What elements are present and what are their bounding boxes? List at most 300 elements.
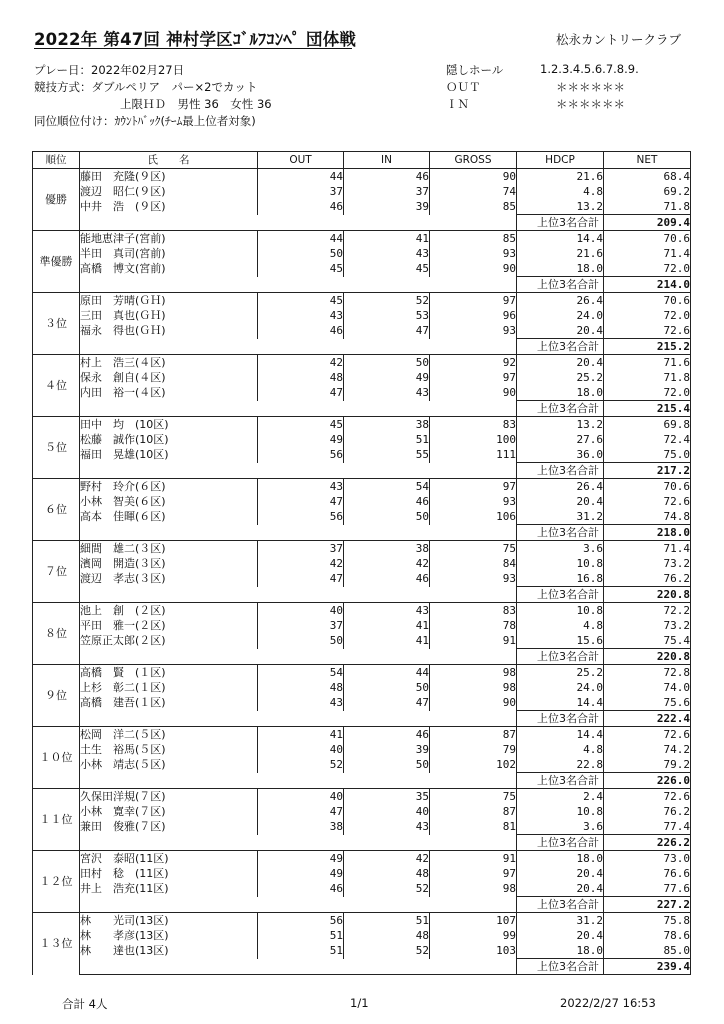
- score-in: 43: [344, 603, 430, 619]
- score-net: 72.6: [604, 727, 691, 743]
- score-hdcp: 2.4: [517, 789, 604, 805]
- score-hdcp: 10.8: [517, 603, 604, 619]
- score-out: 49: [258, 432, 344, 447]
- top3-total-value: 220.8: [604, 587, 691, 603]
- score-gross: 75: [430, 541, 517, 557]
- score-out: 45: [258, 417, 344, 433]
- player-name: 高橋 建吾(１区): [80, 695, 258, 711]
- score-net: 75.4: [604, 633, 691, 649]
- score-gross: 96: [430, 308, 517, 323]
- team-rank: １１位: [33, 789, 80, 851]
- hidden-holes-label: 隠しホール: [446, 63, 504, 77]
- table-row: [33, 246, 691, 261]
- player-name: 土生 裕馬(５区): [80, 742, 258, 757]
- score-hdcp: 26.4: [517, 293, 604, 309]
- table-row: [33, 432, 691, 447]
- top3-total-value: 227.2: [604, 897, 691, 913]
- table-row: [33, 804, 691, 819]
- score-net: 69.8: [604, 417, 691, 433]
- player-name: 兼田 俊雅(７区): [80, 819, 258, 835]
- score-hdcp: 31.2: [517, 509, 604, 525]
- score-gross: 85: [430, 231, 517, 247]
- score-gross: 111: [430, 447, 517, 463]
- table-row: [33, 308, 691, 323]
- table-row: [33, 571, 691, 587]
- table-row: [33, 370, 691, 385]
- score-in: 50: [344, 509, 430, 525]
- table-row: [33, 355, 691, 371]
- footer-datetime: 2022/2/27 16:53: [560, 996, 656, 1010]
- score-hdcp: 13.2: [517, 417, 604, 433]
- score-gross: 81: [430, 819, 517, 835]
- player-name: 松藤 誠作(10区): [80, 432, 258, 447]
- player-name: 平田 雅一(２区): [80, 618, 258, 633]
- total-spacer: [80, 463, 517, 479]
- player-name: 松岡 洋二(５区): [80, 727, 258, 743]
- score-in: 39: [344, 199, 430, 215]
- table-row: [33, 757, 691, 773]
- score-gross: 93: [430, 246, 517, 261]
- score-net: 76.6: [604, 866, 691, 881]
- score-out: 50: [258, 633, 344, 649]
- score-in: 37: [344, 184, 430, 199]
- score-in: 48: [344, 866, 430, 881]
- tiebreak-rule: 同位順位付け：ｶｳﾝﾄﾊﾞｯｸ(ﾁｰﾑ最上位者対象): [34, 114, 256, 128]
- player-name: 井上 浩充(11区): [80, 881, 258, 897]
- handicap-limit: 上限ＨＤ 男性 36 女性 36: [120, 97, 272, 111]
- score-in: 53: [344, 308, 430, 323]
- score-net: 76.2: [604, 804, 691, 819]
- score-out: 37: [258, 618, 344, 633]
- score-out: 56: [258, 509, 344, 525]
- score-in: 35: [344, 789, 430, 805]
- col-net: NET: [604, 152, 691, 169]
- table-row: [33, 866, 691, 881]
- player-name: 高本 佳暉(６区): [80, 509, 258, 525]
- score-out: 47: [258, 804, 344, 819]
- score-gross: 107: [430, 913, 517, 929]
- team-total-row: [33, 773, 691, 789]
- score-out: 43: [258, 695, 344, 711]
- player-name: 原田 芳晴(ＧＨ): [80, 293, 258, 309]
- table-row: [33, 727, 691, 743]
- score-in: 48: [344, 928, 430, 943]
- team-rank: １３位: [33, 913, 80, 975]
- score-in: 54: [344, 479, 430, 495]
- total-spacer: [80, 339, 517, 355]
- score-net: 71.6: [604, 355, 691, 371]
- score-hdcp: 24.0: [517, 308, 604, 323]
- player-name: 内田 裕一(４区): [80, 385, 258, 401]
- score-gross: 103: [430, 943, 517, 959]
- score-hdcp: 20.4: [517, 323, 604, 339]
- play-date: プレー日：2022年02月27日: [34, 63, 185, 77]
- top3-total-value: 214.0: [604, 277, 691, 293]
- team-rank: ８位: [33, 603, 80, 665]
- team-rank: 準優勝: [33, 231, 80, 293]
- team-rank: １０位: [33, 727, 80, 789]
- competition-method: 競技方式：ダブルペリア パー×2でカット: [34, 80, 258, 94]
- score-in: 42: [344, 556, 430, 571]
- score-gross: 93: [430, 571, 517, 587]
- title-underline: [34, 48, 352, 49]
- score-net: 79.2: [604, 757, 691, 773]
- score-in: 50: [344, 757, 430, 773]
- score-net: 72.0: [604, 385, 691, 401]
- table-row: [33, 742, 691, 757]
- score-net: 75.6: [604, 695, 691, 711]
- score-in: 51: [344, 913, 430, 929]
- score-hdcp: 20.4: [517, 881, 604, 897]
- score-net: 78.6: [604, 928, 691, 943]
- score-out: 49: [258, 866, 344, 881]
- player-name: 野村 玲介(６区): [80, 479, 258, 495]
- team-total-row: [33, 215, 691, 231]
- score-in: 46: [344, 169, 430, 185]
- score-gross: 75: [430, 789, 517, 805]
- score-in: 43: [344, 819, 430, 835]
- top3-total-label: 上位3名合計: [517, 897, 604, 913]
- score-gross: 87: [430, 727, 517, 743]
- score-out: 44: [258, 169, 344, 185]
- player-name: 林 孝彦(13区): [80, 928, 258, 943]
- player-name: 高橋 賢 (１区): [80, 665, 258, 681]
- player-name: 高橋 博文(宮前): [80, 261, 258, 277]
- table-row: [33, 680, 691, 695]
- score-gross: 92: [430, 355, 517, 371]
- score-out: 47: [258, 385, 344, 401]
- score-hdcp: 10.8: [517, 556, 604, 571]
- score-out: 49: [258, 851, 344, 867]
- hidden-holes-value: 1.2.3.4.5.6.7.8.9.: [540, 62, 639, 76]
- table-row: [33, 695, 691, 711]
- player-name: 小林 智美(６区): [80, 494, 258, 509]
- score-net: 71.4: [604, 541, 691, 557]
- score-net: 85.0: [604, 943, 691, 959]
- player-name: 細間 雄二(３区): [80, 541, 258, 557]
- score-hdcp: 20.4: [517, 355, 604, 371]
- score-hdcp: 25.2: [517, 665, 604, 681]
- score-hdcp: 4.8: [517, 742, 604, 757]
- score-gross: 97: [430, 293, 517, 309]
- player-name: 小林 寛幸(７区): [80, 804, 258, 819]
- score-out: 41: [258, 727, 344, 743]
- results-body: [33, 169, 691, 975]
- score-gross: 91: [430, 633, 517, 649]
- score-in: 49: [344, 370, 430, 385]
- table-header-row: [33, 152, 691, 169]
- player-name: 中井 浩 (９区): [80, 199, 258, 215]
- score-gross: 98: [430, 881, 517, 897]
- score-out: 54: [258, 665, 344, 681]
- score-hdcp: 21.6: [517, 169, 604, 185]
- player-name: 濱岡 開造(３区): [80, 556, 258, 571]
- club-name: 松永カントリークラブ: [556, 32, 682, 47]
- table-row: [33, 494, 691, 509]
- total-spacer: [80, 649, 517, 665]
- score-in: 41: [344, 633, 430, 649]
- top3-total-label: 上位3名合計: [517, 959, 604, 975]
- score-net: 72.2: [604, 603, 691, 619]
- score-hdcp: 26.4: [517, 479, 604, 495]
- score-out: 52: [258, 757, 344, 773]
- score-out: 42: [258, 355, 344, 371]
- footer-total: 合計 4人: [62, 997, 108, 1011]
- total-spacer: [80, 277, 517, 293]
- score-hdcp: 16.8: [517, 571, 604, 587]
- score-net: 74.2: [604, 742, 691, 757]
- score-out: 48: [258, 680, 344, 695]
- team-rank: ３位: [33, 293, 80, 355]
- score-in: 38: [344, 541, 430, 557]
- score-hdcp: 13.2: [517, 199, 604, 215]
- player-name: 渡辺 孝志(３区): [80, 571, 258, 587]
- player-name: 笠原正太郎(２区): [80, 633, 258, 649]
- score-gross: 79: [430, 742, 517, 757]
- table-row: [33, 789, 691, 805]
- score-net: 71.4: [604, 246, 691, 261]
- score-hdcp: 18.0: [517, 261, 604, 277]
- top3-total-value: 222.4: [604, 711, 691, 727]
- score-net: 73.2: [604, 556, 691, 571]
- score-in: 44: [344, 665, 430, 681]
- col-hdcp: HDCP: [517, 152, 604, 169]
- score-out: 40: [258, 789, 344, 805]
- score-hdcp: 18.0: [517, 851, 604, 867]
- player-name: 林 光司(13区): [80, 913, 258, 929]
- table-row: [33, 819, 691, 835]
- score-out: 40: [258, 603, 344, 619]
- score-net: 69.2: [604, 184, 691, 199]
- total-spacer: [80, 215, 517, 231]
- score-hdcp: 18.0: [517, 943, 604, 959]
- score-in: 52: [344, 881, 430, 897]
- hidden-in-label: ＩＮ: [446, 97, 469, 111]
- top3-total-label: 上位3名合計: [517, 277, 604, 293]
- score-out: 43: [258, 479, 344, 495]
- player-name: 田村 稔 (11区): [80, 866, 258, 881]
- score-net: 74.0: [604, 680, 691, 695]
- score-gross: 90: [430, 169, 517, 185]
- table-row: [33, 385, 691, 401]
- score-hdcp: 24.0: [517, 680, 604, 695]
- top3-total-label: 上位3名合計: [517, 649, 604, 665]
- total-spacer: [80, 401, 517, 417]
- hidden-out-label: ＯＵＴ: [446, 80, 481, 94]
- score-in: 47: [344, 323, 430, 339]
- score-gross: 83: [430, 417, 517, 433]
- score-out: 45: [258, 261, 344, 277]
- score-net: 72.6: [604, 323, 691, 339]
- team-total-row: [33, 277, 691, 293]
- score-out: 50: [258, 246, 344, 261]
- score-in: 46: [344, 571, 430, 587]
- top3-total-label: 上位3名合計: [517, 401, 604, 417]
- total-spacer: [80, 773, 517, 789]
- score-in: 47: [344, 695, 430, 711]
- top3-total-value: 239.4: [604, 959, 691, 975]
- score-hdcp: 15.6: [517, 633, 604, 649]
- table-row: [33, 913, 691, 929]
- team-total-row: [33, 525, 691, 541]
- col-name: 氏 名: [80, 152, 258, 169]
- score-hdcp: 27.6: [517, 432, 604, 447]
- score-gross: 98: [430, 680, 517, 695]
- score-gross: 78: [430, 618, 517, 633]
- page-title: 2022年 第47回 神村学区ｺﾞﾙﾌｺﾝﾍﾟ 団体戦: [34, 30, 357, 49]
- score-out: 45: [258, 293, 344, 309]
- total-spacer: [80, 711, 517, 727]
- top3-total-label: 上位3名合計: [517, 339, 604, 355]
- top3-total-label: 上位3名合計: [517, 463, 604, 479]
- score-gross: 90: [430, 695, 517, 711]
- hidden-out-value: ＊＊＊＊＊＊: [556, 80, 625, 94]
- team-total-row: [33, 959, 691, 975]
- score-out: 47: [258, 571, 344, 587]
- score-net: 68.4: [604, 169, 691, 185]
- team-rank: 優勝: [33, 169, 80, 231]
- top3-total-value: 217.2: [604, 463, 691, 479]
- score-gross: 84: [430, 556, 517, 571]
- top3-total-value: 209.4: [604, 215, 691, 231]
- player-name: 渡辺 昭仁(９区): [80, 184, 258, 199]
- score-out: 37: [258, 541, 344, 557]
- player-name: 田中 均 (10区): [80, 417, 258, 433]
- team-total-row: [33, 649, 691, 665]
- score-in: 50: [344, 680, 430, 695]
- score-in: 40: [344, 804, 430, 819]
- top3-total-value: 226.2: [604, 835, 691, 851]
- score-net: 70.6: [604, 231, 691, 247]
- score-net: 72.4: [604, 432, 691, 447]
- score-in: 43: [344, 385, 430, 401]
- player-name: 上杉 彰二(１区): [80, 680, 258, 695]
- score-in: 52: [344, 293, 430, 309]
- total-spacer: [80, 587, 517, 603]
- score-net: 72.6: [604, 789, 691, 805]
- table-row: [33, 184, 691, 199]
- score-net: 75.0: [604, 447, 691, 463]
- team-total-row: [33, 587, 691, 603]
- score-gross: 97: [430, 866, 517, 881]
- player-name: 福田 晃雄(10区): [80, 447, 258, 463]
- top3-total-label: 上位3名合計: [517, 525, 604, 541]
- score-net: 75.8: [604, 913, 691, 929]
- score-gross: 99: [430, 928, 517, 943]
- table-row: [33, 323, 691, 339]
- score-in: 55: [344, 447, 430, 463]
- score-in: 45: [344, 261, 430, 277]
- score-in: 52: [344, 943, 430, 959]
- score-hdcp: 20.4: [517, 928, 604, 943]
- player-name: 保永 創自(４区): [80, 370, 258, 385]
- team-rank: １２位: [33, 851, 80, 913]
- table-row: [33, 479, 691, 495]
- total-spacer: [80, 525, 517, 541]
- score-out: 38: [258, 819, 344, 835]
- total-spacer: [80, 959, 517, 975]
- score-gross: 102: [430, 757, 517, 773]
- score-hdcp: 14.4: [517, 695, 604, 711]
- score-net: 70.6: [604, 293, 691, 309]
- score-in: 50: [344, 355, 430, 371]
- score-in: 38: [344, 417, 430, 433]
- table-row: [33, 199, 691, 215]
- table-row: [33, 541, 691, 557]
- score-hdcp: 3.6: [517, 541, 604, 557]
- player-name: 林 達也(13区): [80, 943, 258, 959]
- score-net: 74.8: [604, 509, 691, 525]
- score-out: 46: [258, 323, 344, 339]
- score-in: 51: [344, 432, 430, 447]
- score-net: 76.2: [604, 571, 691, 587]
- footer-page: 1/1: [350, 996, 369, 1010]
- score-hdcp: 14.4: [517, 231, 604, 247]
- top3-total-value: 226.0: [604, 773, 691, 789]
- score-out: 47: [258, 494, 344, 509]
- score-gross: 90: [430, 385, 517, 401]
- score-out: 56: [258, 447, 344, 463]
- score-hdcp: 36.0: [517, 447, 604, 463]
- team-rank: ６位: [33, 479, 80, 541]
- table-row: [33, 603, 691, 619]
- score-net: 70.6: [604, 479, 691, 495]
- score-hdcp: 31.2: [517, 913, 604, 929]
- score-hdcp: 20.4: [517, 494, 604, 509]
- table-row: [33, 943, 691, 959]
- team-total-row: [33, 463, 691, 479]
- top3-total-label: 上位3名合計: [517, 215, 604, 231]
- player-name: 久保田洋規(７区): [80, 789, 258, 805]
- player-name: 藤田 充隆(９区): [80, 169, 258, 185]
- col-in: IN: [344, 152, 430, 169]
- score-net: 73.0: [604, 851, 691, 867]
- col-rank: 順位: [33, 152, 80, 169]
- score-in: 46: [344, 494, 430, 509]
- team-total-row: [33, 401, 691, 417]
- score-in: 39: [344, 742, 430, 757]
- top3-total-label: 上位3名合計: [517, 773, 604, 789]
- top3-total-value: 220.8: [604, 649, 691, 665]
- score-net: 77.4: [604, 819, 691, 835]
- top3-total-value: 218.0: [604, 525, 691, 541]
- score-in: 43: [344, 246, 430, 261]
- table-row: [33, 169, 691, 185]
- player-name: 村上 浩三(４区): [80, 355, 258, 371]
- score-gross: 85: [430, 199, 517, 215]
- table-row: [33, 509, 691, 525]
- score-net: 72.8: [604, 665, 691, 681]
- col-gross: GROSS: [430, 152, 517, 169]
- score-hdcp: 20.4: [517, 866, 604, 881]
- score-gross: 100: [430, 432, 517, 447]
- score-hdcp: 10.8: [517, 804, 604, 819]
- score-gross: 93: [430, 494, 517, 509]
- score-hdcp: 14.4: [517, 727, 604, 743]
- score-out: 43: [258, 308, 344, 323]
- score-gross: 106: [430, 509, 517, 525]
- score-out: 56: [258, 913, 344, 929]
- table-row: [33, 231, 691, 247]
- table-row: [33, 851, 691, 867]
- total-spacer: [80, 835, 517, 851]
- team-rank: ９位: [33, 665, 80, 727]
- team-rank: ５位: [33, 417, 80, 479]
- score-hdcp: 22.8: [517, 757, 604, 773]
- score-out: 51: [258, 943, 344, 959]
- score-in: 42: [344, 851, 430, 867]
- score-net: 73.2: [604, 618, 691, 633]
